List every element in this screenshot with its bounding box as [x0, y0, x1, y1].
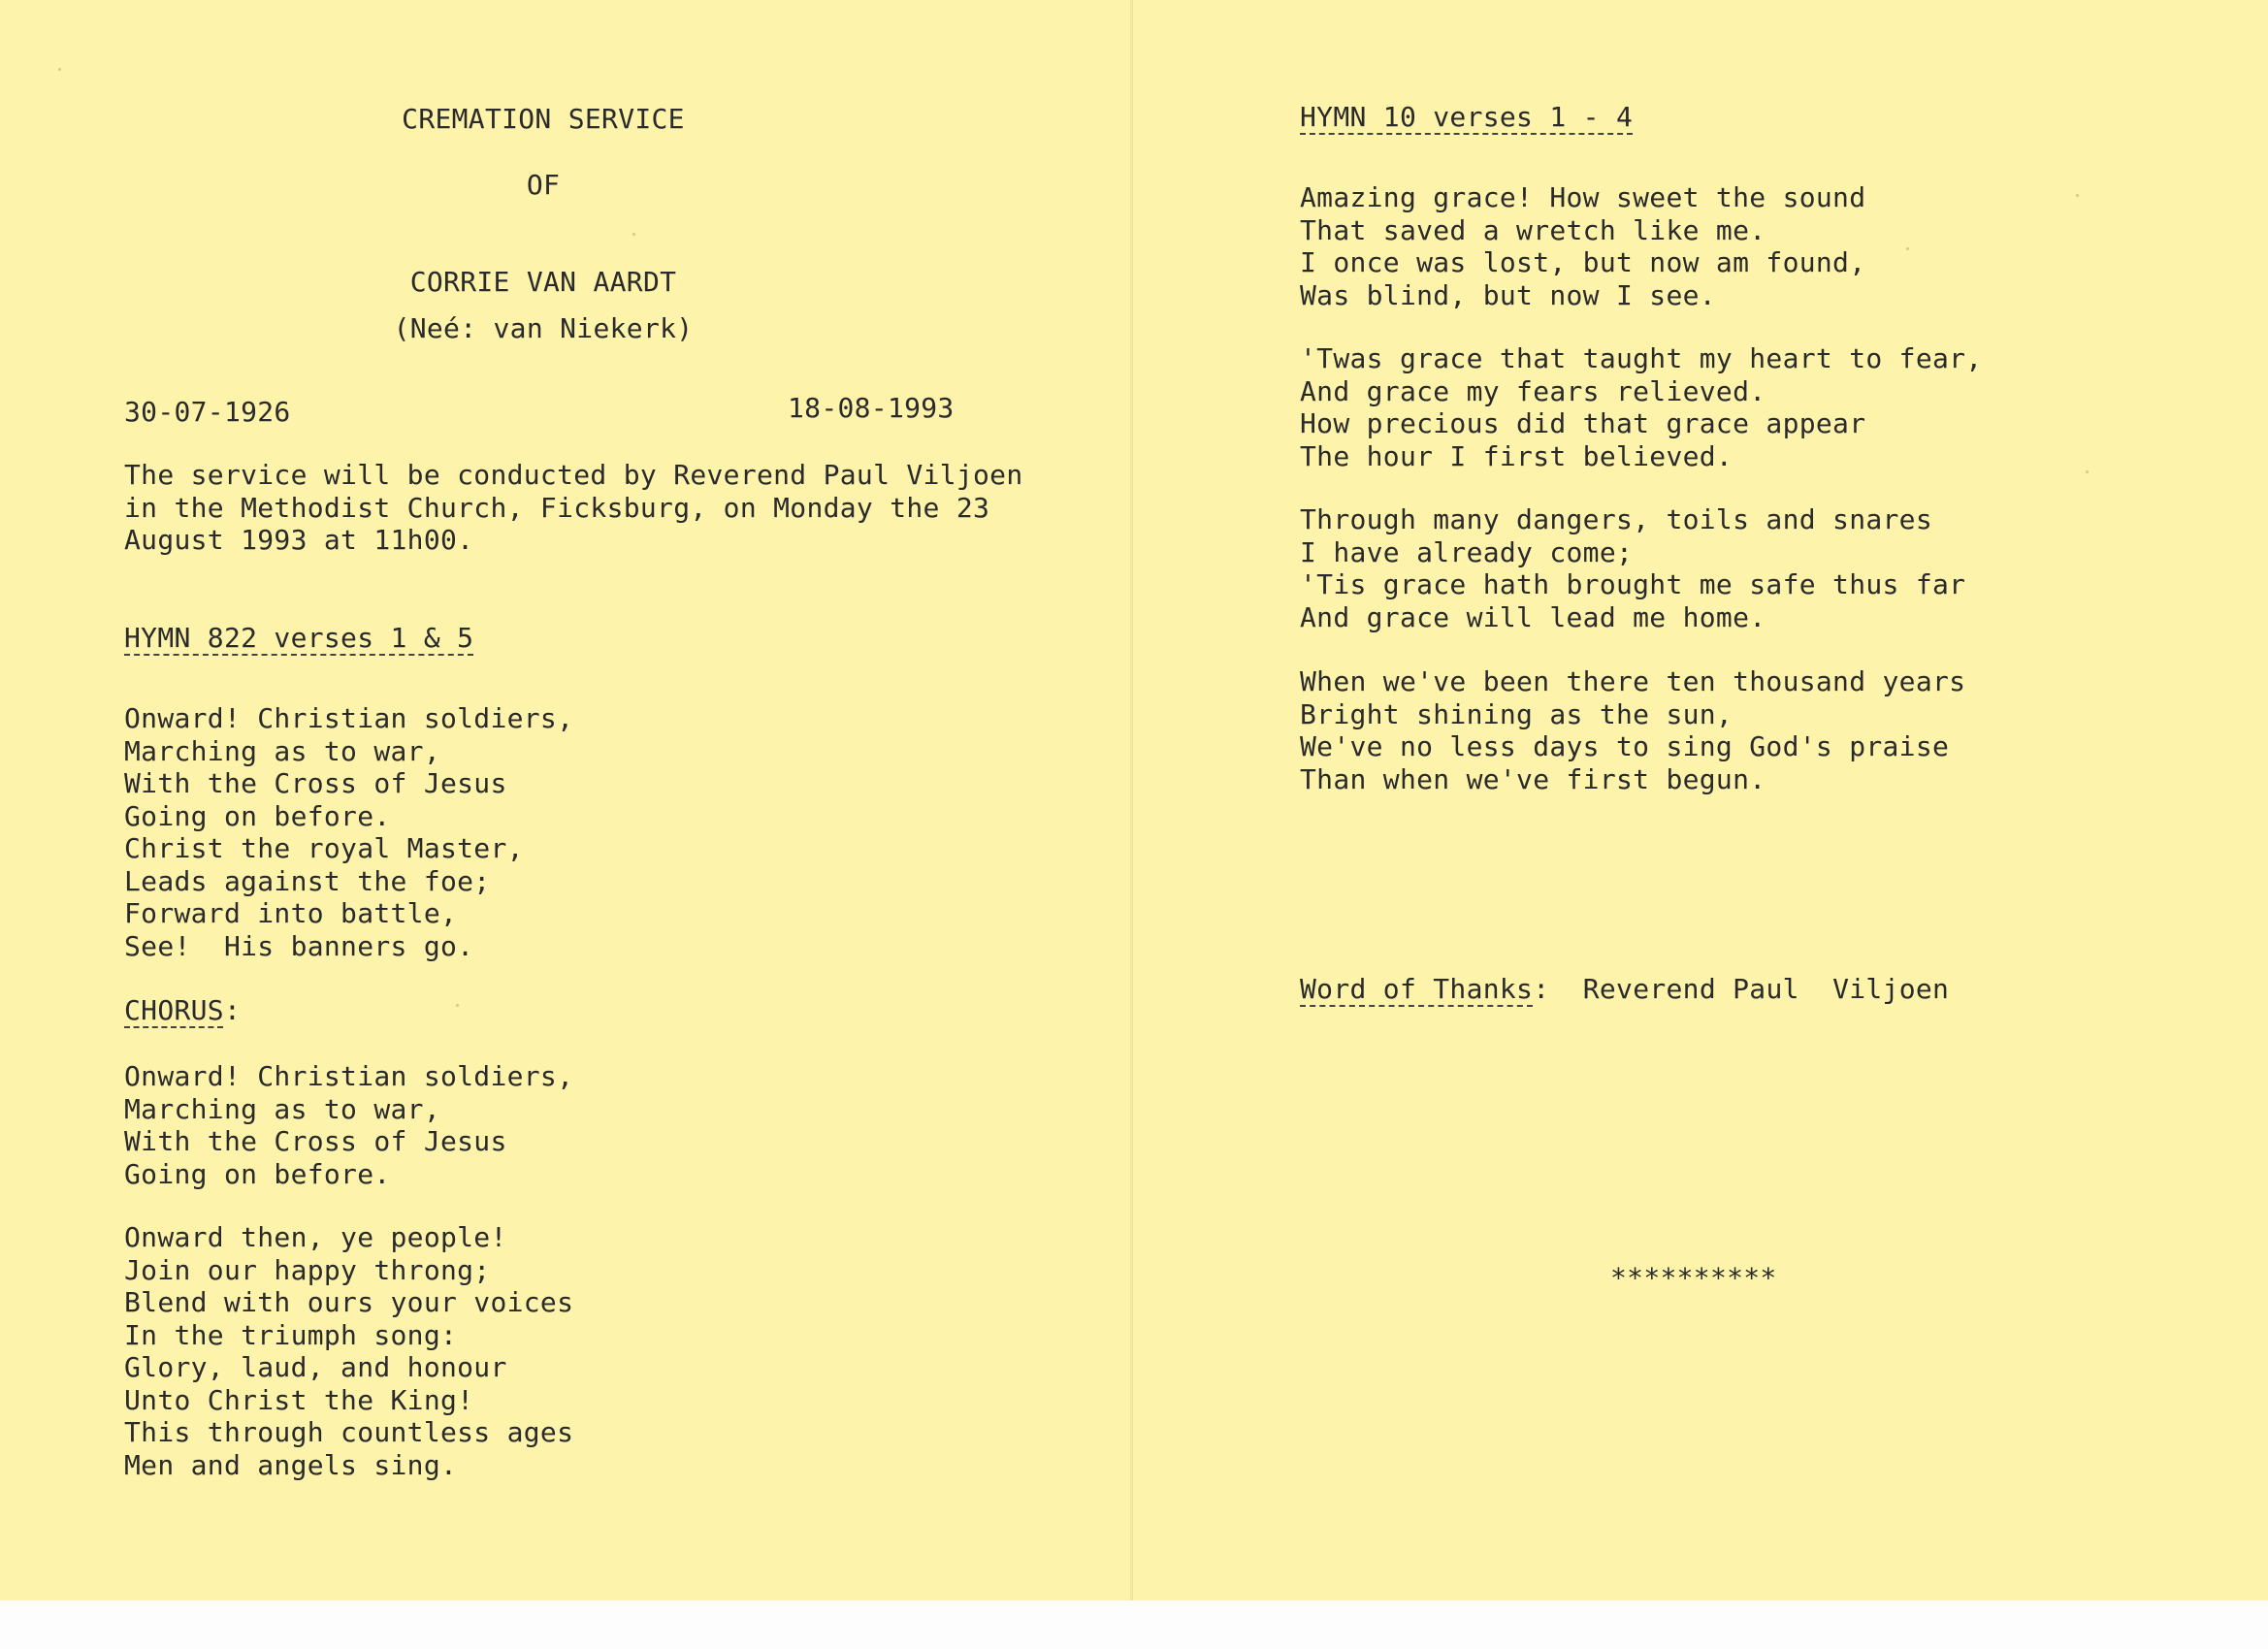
scan-margin: [0, 1600, 2268, 1649]
thanks-name: Reverend Paul Viljoen: [1582, 973, 1950, 1005]
chorus-heading: [124, 994, 241, 1027]
center-fold: [1130, 0, 1133, 1600]
hymn-10-verse-2: 'Twas grace that taught my heart to fear, And grace my fears relieved. How precious did that grace appear The hour I first believed.: [1300, 342, 1983, 472]
hymn-10-verse-3: Through many dangers, toils and snares I have already come; 'Tis grace hath brought me safe thus far And grace will lead me home.: [1300, 503, 1966, 633]
maiden-name: (Neé: van Niekerk): [393, 312, 694, 344]
of-line: OF: [526, 169, 561, 201]
hymn-822-verse-5: Onward then, ye people! Join our happy throng; Blend with ours your voices In the triumph song: Glory, laud, and honour Unto Christ the King! This through countless ages Men and angels sing.: [124, 1221, 574, 1481]
chorus-text: Onward! Christian soldiers, Marching as to war, With the Cross of Jesus Going on before.: [124, 1060, 574, 1190]
chorus-colon: :: [223, 994, 242, 1026]
hymn-10-verse-4: When we've been there ten thousand years Bright shining as the sun, We've no less days to sing God's praise Than when we've first begun.: [1300, 665, 1966, 795]
scan-speck: [456, 1004, 459, 1007]
service-details: The service will be conducted by Reverend Paul Viljoen in the Methodist Church, Ficksburg, on Monday the 23 August 1993 at 11h00.: [124, 459, 1023, 556]
scan-speck: [632, 233, 635, 236]
scan-speck: [1906, 247, 1909, 250]
birth-date: 30-07-1926: [124, 396, 291, 428]
thanks-colon: :: [1533, 973, 1550, 1005]
hymn-822-verse-1: Onward! Christian soldiers, Marching as to war, With the Cross of Jesus Going on before. Christ the royal Master, Leads against the foe; Forward into battle, See! His banners go.: [124, 702, 574, 962]
scan-speck: [2076, 194, 2079, 197]
death-date: 18-08-1993: [788, 392, 955, 424]
deceased-name: CORRIE VAN AARDT: [409, 266, 677, 298]
hymn-10-verse-1: Amazing grace! How sweet the sound That saved a wretch like me. I once was lost, but now am found, Was blind, but now I see.: [1300, 181, 1866, 311]
hymn-822-heading: HYMN 822 verses 1 & 5: [124, 622, 474, 654]
word-of-thanks: [1300, 973, 1949, 1006]
scan-speck: [58, 68, 61, 71]
end-marker: **********: [1610, 1262, 1777, 1294]
scan-speck: [2086, 470, 2089, 473]
service-title: CREMATION SERVICE: [402, 103, 685, 135]
chorus-label: CHORUS: [124, 994, 224, 1026]
hymn-10-heading: HYMN 10 verses 1 - 4: [1300, 101, 1634, 133]
thanks-label: Word of Thanks: [1300, 973, 1534, 1005]
